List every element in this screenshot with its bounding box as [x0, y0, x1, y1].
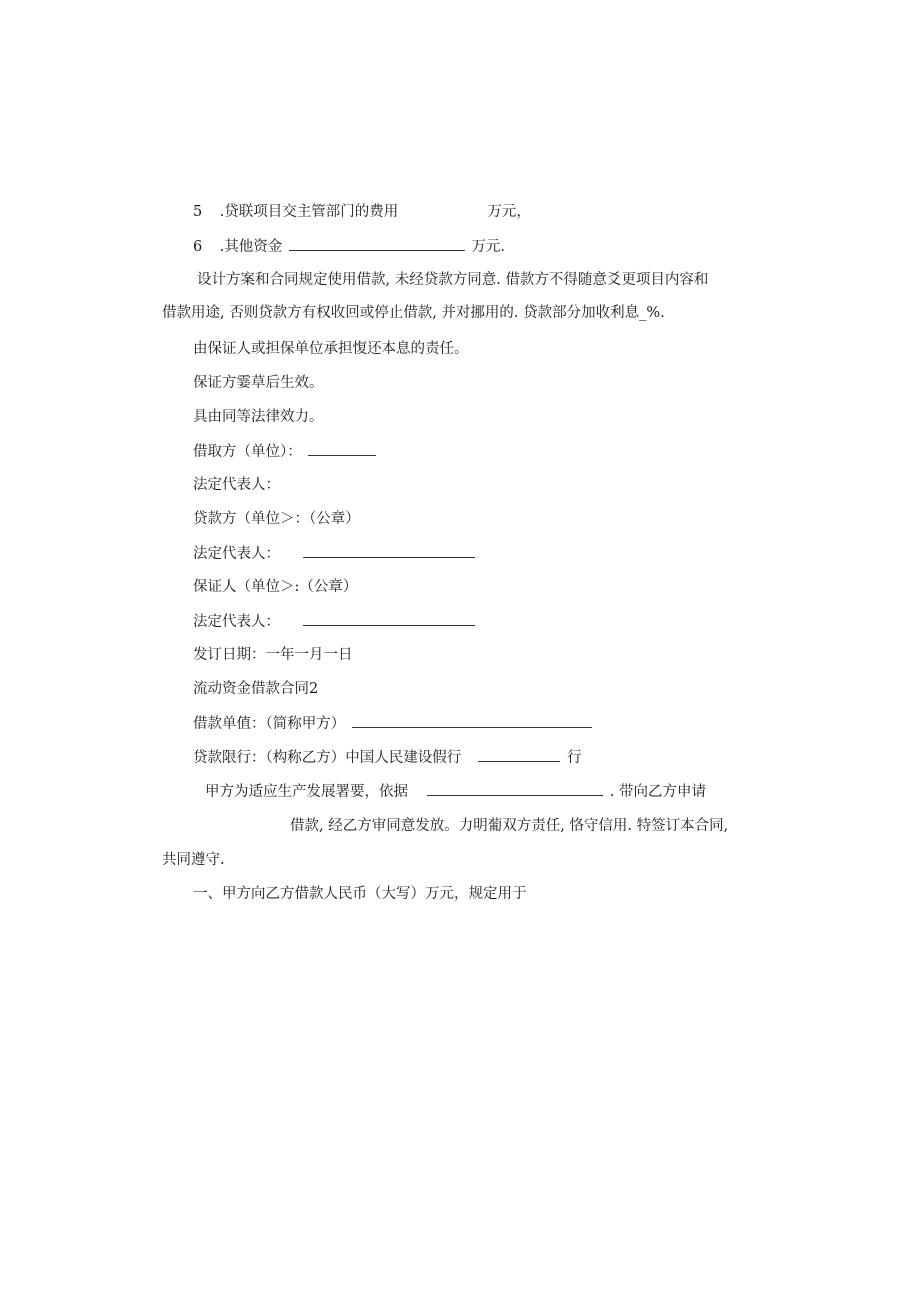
legal-rep-3-blank — [303, 611, 475, 626]
item-6-number: 6 — [193, 239, 203, 255]
contract-2-para-3: 共同遵守. — [162, 852, 225, 868]
item-6-suffix: 万元. — [471, 239, 506, 255]
item-6 — [193, 236, 505, 257]
item-6-blank — [289, 236, 465, 251]
contract-2-basis-blank — [427, 781, 603, 796]
item-5-number: 5 — [193, 204, 203, 220]
contract-2-lender-label: 贷款限行：（构称乙方）中国人民建设假行 — [193, 750, 462, 766]
contract-2-borrower-label: 借款单值：（简称甲方） — [193, 716, 346, 732]
borrower-blank — [308, 441, 376, 456]
para-usage-line-1: 设计方案和合同规定使用借款, 未经贷款方同意. 借款方不得随意爻更项目内容和 — [197, 272, 709, 288]
para-equal-effect: 具由同等法律效力。 — [193, 409, 324, 425]
legal-rep-1: 法定代表人： — [193, 477, 280, 493]
contract-2-borrower-line — [193, 713, 594, 734]
legal-rep-3-line — [193, 611, 477, 632]
contract-2-clause-1: 一、甲方向乙方借款人民币（大写）万元，规定用于 — [193, 886, 527, 902]
sign-date: 发订日期：一年一月一日 — [193, 647, 353, 663]
contract-2-para-1 — [205, 781, 706, 802]
legal-rep-3: 法定代表人： — [193, 614, 280, 630]
para-effective: 保证方霎草后生效。 — [193, 375, 324, 391]
legal-rep-2-line — [193, 543, 477, 564]
guarantor-sign-line: 保证人（单位＞:（公章） — [193, 579, 358, 595]
item-5-text: .贷联项目交主管部门的费用 — [219, 204, 399, 220]
borrower-sign-line — [193, 441, 378, 462]
legal-rep-2: 法定代表人： — [193, 546, 280, 562]
item-5-suffix: 万元， — [487, 204, 531, 220]
para-guarantor-liability: 由保证人或担保单位承担愎还本息的责任。 — [193, 341, 469, 357]
legal-rep-2-blank — [303, 543, 475, 558]
contract-2-lender-suffix: 行 — [567, 750, 582, 766]
item-5 — [193, 202, 531, 222]
contract-2-para-1a: 甲方为适应生产发展署要，依据 — [205, 784, 408, 800]
contract-2-borrower-blank — [352, 713, 592, 728]
borrower-label: 借取方（单位）： — [193, 444, 302, 460]
para-usage-line-2: 借款用途, 否则贷款方有权收回或停止借款, 并对挪用的. 贷款部分加收利息_%. — [162, 305, 665, 321]
contract-2-para-1b: . 带向乙方申请 — [609, 784, 707, 800]
contract-2-title: 流动资金借款合同2 — [193, 681, 319, 697]
contract-2-lender-blank — [478, 747, 560, 762]
lender-sign-line: 贷款方（单位＞：（公章） — [193, 511, 360, 527]
contract-2-lender-line — [193, 747, 582, 768]
item-6-text: .其他资金 — [219, 239, 283, 255]
contract-2-para-2: 借款, 经乙方审同意发放。力明葡双方责任, 恪守信用. 特签订本合同, — [290, 818, 729, 834]
